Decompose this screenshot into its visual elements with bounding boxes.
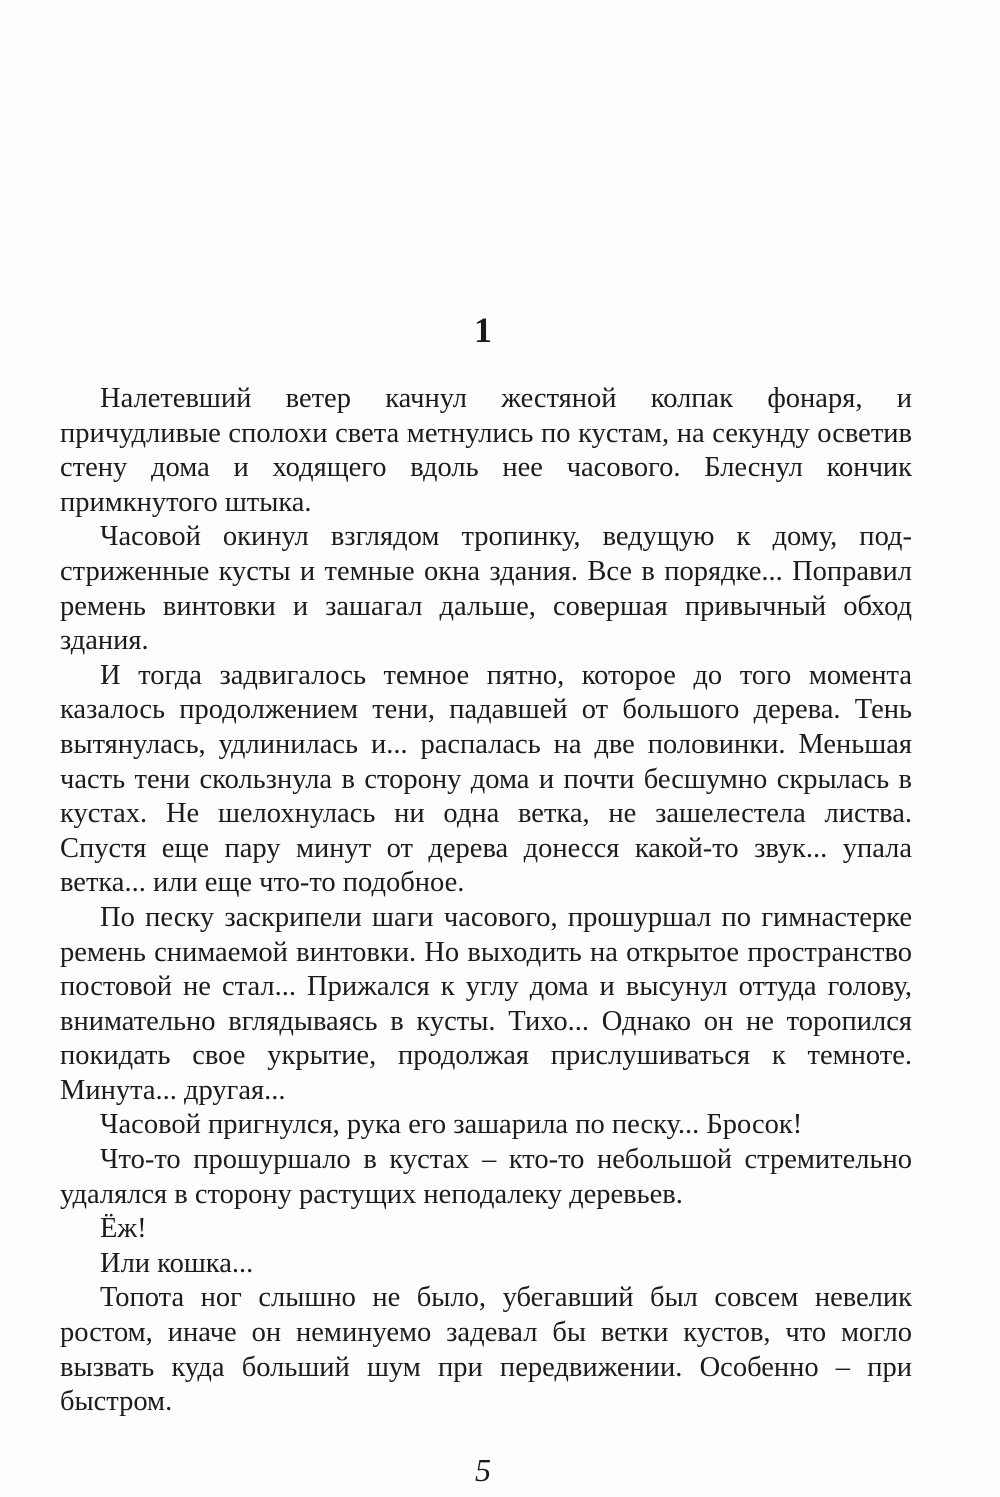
paragraph: И тогда задвигалось темное пятно, которое до того момента казалось продолжением тени, падавшей от большого дерева. Тень вытянулась, удлинилась и... распалась на две половинки. Меньшая часть тени скользнула в сторону дома и почти бесшумно скрылась в кустах. Не шелохнулась ни одна ветка, не зашелестела листва. Спустя еще пару минут от дерева донесся какой-то звук... упала ветка... или еще что-то подобное.: [60, 659, 912, 899]
paragraph: По песку заскрипели шаги часового, прошуршал по гимнастерке ремень снимаемой винтовки. Но выходить на открытое пространство постовой не стал... Прижался к углу дома и высунул оттуда голову, внимательно вглядываясь в кусты. Тихо... Однако он не торопился покидать свое укрытие, продолжая прислушиваться к темноте. Минута... другая...: [60, 901, 912, 1106]
page-number: 5: [475, 1452, 491, 1488]
chapter-number: 1: [474, 310, 492, 350]
paragraph: Часовой пригнулся, рука его зашарила по песку... Бросок!: [100, 1109, 803, 1141]
paragraph: Или кошка...: [100, 1247, 254, 1279]
paragraph: Налетевший ветер качнул жестяной колпак фонаря, и причудливые сполохи света метнулись по кустам, на секунду осветив стену дома и ходящего вдоль нее часового. Блеснул кончик примкнутого штыка.: [60, 383, 912, 518]
paragraph: Что-то прошуршало в кустах – кто-то небольшой стремительно удалялся в сторону растущих неподалеку деревьев.: [60, 1144, 912, 1210]
paragraph: Ёж!: [100, 1213, 147, 1245]
paragraph: Топота ног слышно не было, убегавший был совсем невелик ростом, иначе он неминуемо задевал бы ветки кустов, что могло вызвать куда больший шум при передвижении. Особенно – при быстром.: [60, 1282, 912, 1418]
body-text: [60, 382, 912, 1420]
paragraph: Часовой окинул взглядом тропинку, ведущую к дому, подстриженные кусты и темные окна здания. Все в порядке... Поправил ремень винтовки и зашагал дальше, совершая привычный обход здания.: [60, 521, 912, 657]
